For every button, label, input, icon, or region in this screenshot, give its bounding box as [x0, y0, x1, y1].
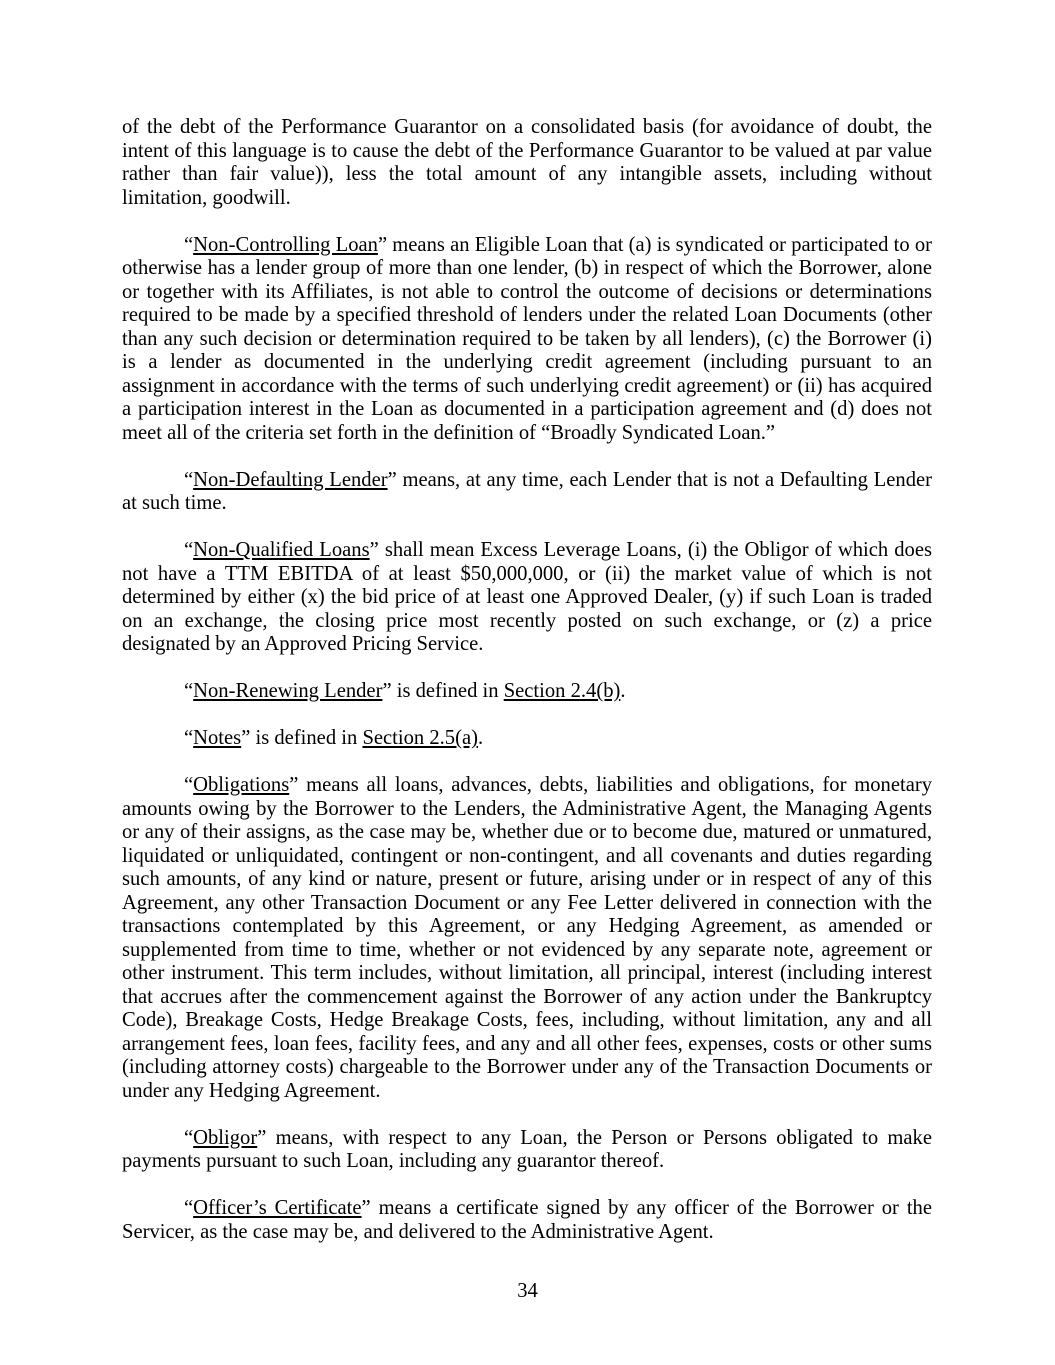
- text-segment: “: [184, 1197, 194, 1219]
- text-segment: “: [184, 727, 194, 749]
- defined-term-officers-certificate: Officer’s Certificate: [193, 1197, 362, 1219]
- defined-term-non-defaulting-lender: Non-Defaulting Lender: [193, 468, 388, 491]
- defined-term-obligations: Obligations: [193, 774, 290, 796]
- text-segment: ” means an Eligible Loan that (a) is syndicated or participated to or otherwise has a lender group of more than one lender, (b) in respect of which the Borrower, alone or together with its Affiliates, is not able to control the outcome of decisions or determinations required to be made by a specified threshold of lenders under the related Loan Documents (other than any such decision or determination required to be taken by all lenders), (c) the Borrower (i) is a lender as documented in the underlying credit agreement (including pursuant to an assignment in accordance with the terms of such underlying credit agreement) or (ii) has acquired a participation interest in the Loan as documented in a participation agreement and (d) does not meet all of the criteria set forth in the definition of “Broadly Syndicated Loan.”: [122, 233, 932, 444]
- text-segment: ” means, with respect to any Loan, the Person or Persons obligated to make payments pursuant to such Loan, including any guarantor thereof.: [122, 1126, 932, 1172]
- section-reference-2-4-b: Section 2.4(b): [503, 680, 621, 702]
- paragraph-officers-certificate: [122, 1197, 932, 1244]
- text-segment: .: [477, 727, 484, 749]
- text-segment: ” is defined in: [382, 680, 504, 702]
- text-segment: “: [184, 1126, 194, 1149]
- text-segment: of the debt of the Performance Guarantor on a consolidated basis (for avoidance of doubt, the intent of this language is to cause the debt of the Performance Guarantor to be valued at par value rather than fair value)), less the total amount of any intangible assets, including without limitation, goodwill.: [122, 116, 932, 209]
- paragraph-obligor: [122, 1127, 932, 1174]
- paragraph-non-qualified-loans: [122, 539, 932, 657]
- text-segment: ” is defined in: [241, 727, 363, 749]
- text-segment: ” means, at any time, each Lender that is not a Defaulting Lender at such time.: [122, 468, 932, 514]
- text-segment: ” shall mean Excess Leverage Loans, (i) the Obligor of which does not have a TTM EBITDA of at least $50,000,000, or (ii) the market value of which is not determined by either (x) the bid price of at least one Approved Dealer, (y) if such Loan is traded on an exchange, the closing price most recently posted on such exchange, or (z) a price designated by an Approved Pricing Service.: [122, 539, 932, 655]
- paragraph-continuation: [122, 116, 932, 210]
- text-segment: “: [184, 233, 194, 256]
- defined-term-non-qualified-loans: Non-Qualified Loans: [193, 539, 370, 561]
- text-segment: “: [184, 539, 194, 561]
- text-segment: ” means all loans, advances, debts, liabilities and obligations, for monetary amounts owing by the Borrower to the Lenders, the Administrative Agent, the Managing Agents or any of their assigns, as the case may be, whether due or to become due, matured or unmatured, liquidated or unliquidated, contingent or non-contingent, and all covenants and duties regarding such amounts, of any kind or nature, present or future, arising under or in respect of any of this Agreement, any other Transaction Document or any Fee Letter delivered in connection with the transactions contemplated by this Agreement, or any Hedging Agreement, as amended or supplemented from time to time, whether or not evidenced by any separate note, agreement or other instrument. This term includes, without limitation, all principal, interest (including interest that accrues after the commencement against the Borrower of any action under the Bankruptcy Code), Breakage Costs, Hedge Breakage Costs, fees, including, without limitation, any and all arrangement fees, loan fees, facility fees, and any and all other fees, expenses, costs or other sums (including attorney costs) chargeable to the Borrower under any of the Transaction Documents or under any Hedging Agreement.: [122, 774, 932, 1102]
- defined-term-notes: Notes: [193, 727, 242, 749]
- section-reference-2-5-a: Section 2.5(a): [362, 727, 478, 749]
- defined-term-obligor: Obligor: [193, 1126, 258, 1149]
- defined-term-non-controlling-loan: Non-Controlling Loan: [193, 233, 378, 256]
- defined-term-non-renewing-lender: Non-Renewing Lender: [193, 680, 383, 702]
- paragraph-non-defaulting-lender: [122, 469, 932, 516]
- text-segment: “: [184, 468, 194, 491]
- paragraph-non-renewing-lender: [122, 680, 932, 704]
- text-segment: “: [184, 774, 194, 796]
- paragraph-non-controlling-loan: [122, 234, 932, 446]
- paragraph-notes: [122, 727, 932, 751]
- text-segment: “: [184, 680, 194, 702]
- text-segment: .: [620, 680, 626, 702]
- text-segment: ” means a certificate signed by any officer of the Borrower or the Servicer, as the case may be, and delivered to the Administrative Agent.: [122, 1197, 932, 1243]
- page-number: 34: [517, 1280, 538, 1302]
- paragraph-obligations: [122, 774, 932, 1103]
